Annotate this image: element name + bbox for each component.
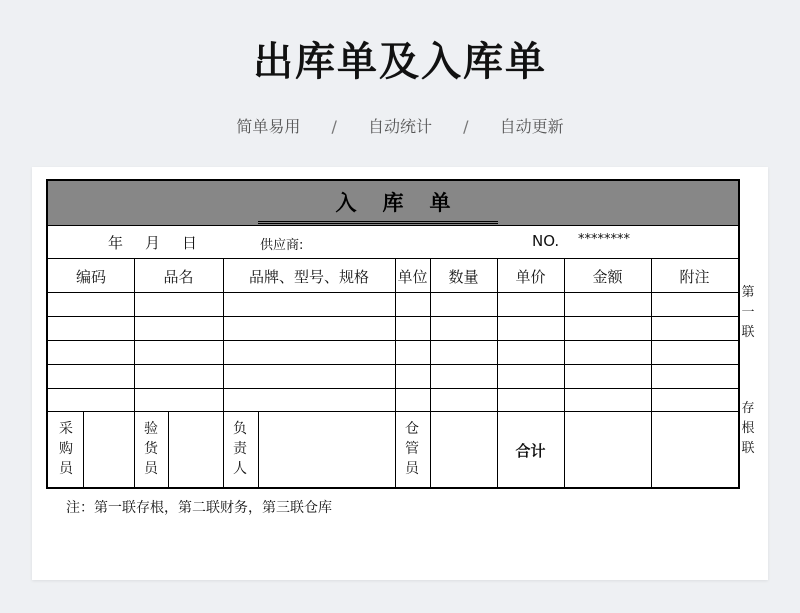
subtitle-item-auto-update: 自动更新 xyxy=(499,117,564,136)
col-header-amount: 金额 xyxy=(592,268,623,286)
no-label: NO. xyxy=(532,232,560,250)
col-header-remark: 附注 xyxy=(679,268,710,286)
row-divider xyxy=(48,364,738,365)
footer-divider xyxy=(168,411,169,487)
date-year-label: 年 xyxy=(108,234,124,252)
col-header-qty: 数量 xyxy=(448,268,479,286)
receipt-paper xyxy=(32,167,768,580)
footer-divider xyxy=(395,411,396,487)
copy-side-label: 第 一 联 xyxy=(741,285,755,340)
total-label: 合计 xyxy=(515,442,546,460)
col-header-spec: 品牌、型号、规格 xyxy=(248,268,369,286)
title-underline xyxy=(258,221,498,224)
col-header-price: 单价 xyxy=(515,268,546,286)
footer-divider xyxy=(223,411,224,487)
row-divider xyxy=(48,388,738,389)
receipt-form xyxy=(46,179,740,489)
subtitle-separator: / xyxy=(331,117,337,136)
row-divider xyxy=(48,292,738,293)
col-header-code: 编码 xyxy=(75,268,106,286)
subtitle-separator: / xyxy=(463,117,469,136)
col-header-name: 品名 xyxy=(163,268,194,286)
footer-divider xyxy=(134,411,135,487)
stub-side-label: 存 根 联 xyxy=(741,401,755,456)
date-month-label: 月 xyxy=(145,234,161,252)
footer-divider xyxy=(258,411,259,487)
page-subtitle xyxy=(0,114,800,137)
row-divider xyxy=(48,258,738,259)
footer-divider xyxy=(83,411,84,487)
footer-divider xyxy=(564,411,565,487)
purchaser-label: 采 购 员 xyxy=(59,421,73,477)
supplier-label: 供应商: xyxy=(260,238,304,253)
form-note: 注：第一联存根，第二联财务，第三联仓库 xyxy=(66,500,332,516)
subtitle-item-auto-stat: 自动统计 xyxy=(367,117,432,136)
footer-divider xyxy=(430,411,431,487)
subtitle-item-easy: 简单易用 xyxy=(236,117,301,136)
row-divider xyxy=(48,316,738,317)
page-title: 出库单及入库单 xyxy=(253,39,547,85)
row-divider xyxy=(48,225,738,226)
inspector-label: 验 货 员 xyxy=(144,421,158,477)
footer-divider xyxy=(651,411,652,487)
col-header-unit: 单位 xyxy=(397,268,428,286)
form-title: 入库单 xyxy=(335,191,477,215)
warehouse-keeper-label: 仓 管 员 xyxy=(405,421,419,477)
date-day-label: 日 xyxy=(182,234,198,252)
row-divider xyxy=(48,340,738,341)
responsible-label: 负 责 人 xyxy=(233,421,247,477)
row-divider xyxy=(48,411,738,412)
no-value: ******** xyxy=(578,232,630,247)
